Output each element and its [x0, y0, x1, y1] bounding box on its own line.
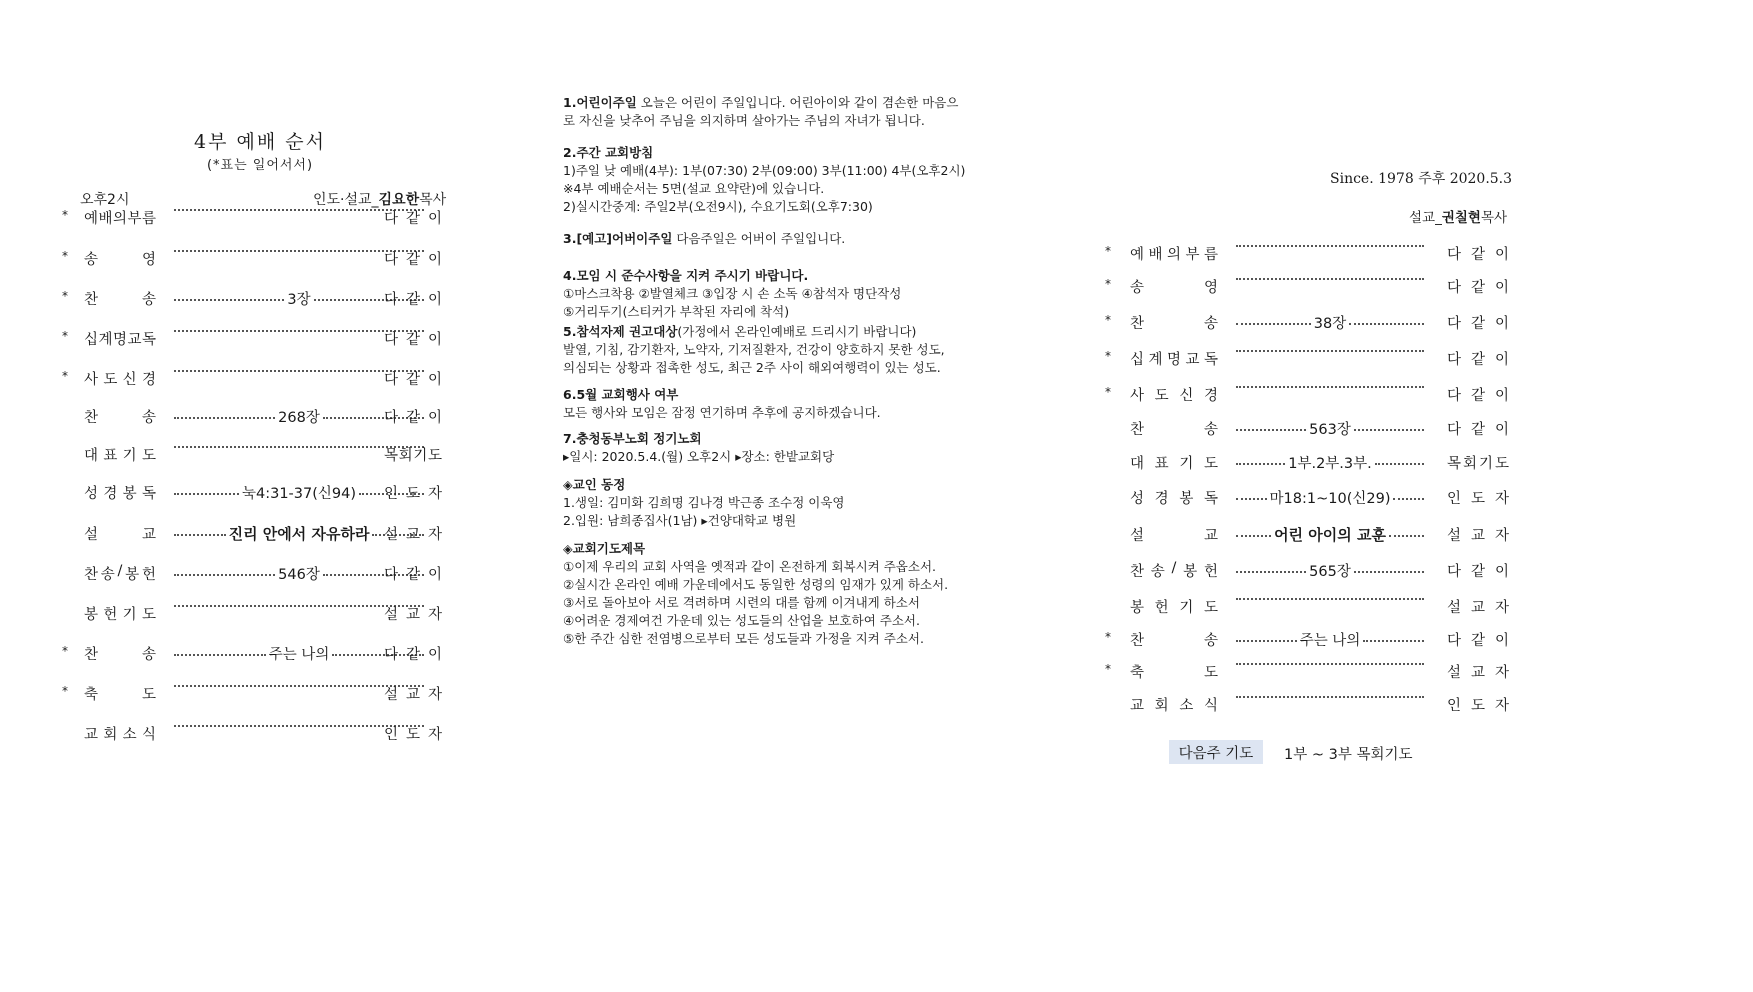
announcement-line [563, 630, 1003, 648]
announcement-text: 발열, 기침, 감기환자, 노약자, 기저질환자, 건강이 양호하지 못한 성도, [563, 342, 945, 357]
announcement-heading: 2.주간 교회방침 [563, 145, 654, 160]
dot-leader [1236, 350, 1424, 352]
dot-leader [1236, 696, 1424, 698]
order-item-name: 봉 헌 기 도 [84, 607, 156, 623]
order-item-leader: 목 회 기 도 [1447, 456, 1509, 472]
officiant-prefix: 인도·설교_ [313, 192, 379, 208]
order-item-leader-line [1236, 418, 1424, 439]
announcement-line [563, 285, 1003, 303]
order-row [62, 288, 447, 308]
order-row [62, 406, 447, 426]
order-item-content: 3장 [287, 292, 311, 308]
announcement-line [563, 94, 1003, 112]
order-item-leader-line [1236, 452, 1424, 473]
order-item-leader-line [1236, 661, 1424, 665]
announcement-section [563, 476, 1003, 530]
announcement-line [563, 230, 1003, 248]
announcement-section [563, 94, 1003, 130]
order-item-name: 찬 송 [84, 292, 156, 308]
dot-leader [1354, 429, 1424, 431]
preacher-name: 권칠현 [1441, 210, 1481, 226]
order-item-content: 주는 나의 [268, 647, 330, 663]
stand-marker: * [62, 208, 68, 222]
announcement-heading: ◈교회기도제목 [563, 541, 646, 556]
announcement-text: ③서로 돌아보아 서로 격려하며 시련의 대를 함께 이겨내게 하소서 [563, 595, 920, 610]
dot-leader [1236, 278, 1424, 280]
stand-marker: * [62, 249, 68, 263]
stand-marker: * [1105, 385, 1111, 399]
order-item-leader: 설 교 자 [1447, 665, 1509, 681]
order-item-content: 1부.2부.3부. [1288, 456, 1372, 472]
order-item-content: 563장 [1309, 422, 1351, 438]
order-item-leader: 설 교 자 [1447, 600, 1509, 616]
announcement-line [563, 430, 1003, 448]
order-item-content: 565장 [1309, 564, 1351, 580]
order-item-leader: 다 같 이 [1447, 564, 1509, 580]
announcement-line [563, 303, 1003, 321]
dot-leader [174, 574, 275, 576]
stand-marker: * [62, 289, 68, 303]
announcement-section [563, 144, 1003, 216]
announcement-text: ※4부 예배순서는 5면(설교 요약란)에 있습니다. [563, 181, 825, 196]
dot-leader [1236, 463, 1285, 465]
dot-leader [1349, 323, 1424, 325]
order-item-leader: 다 같 이 [384, 567, 442, 583]
dot-leader [1236, 535, 1271, 537]
announcement-line [563, 198, 1003, 216]
stand-marker: * [62, 369, 68, 383]
announcement-line [563, 494, 1003, 512]
dot-leader [1236, 640, 1297, 642]
officiant [313, 189, 446, 209]
announcement-line [563, 180, 1003, 198]
announcement-line [563, 112, 1003, 130]
order-item-leader-line [1236, 384, 1424, 388]
preacher-prefix: 설교_ [1409, 210, 1442, 226]
order-row [1105, 418, 1510, 438]
announcement-text: ①마스크착용 ②발열체크 ③입장 시 손 소독 ④참석자 명단작성 [563, 286, 902, 301]
stand-marker: * [1105, 313, 1111, 327]
announcement-heading: 5.참석자제 권고대상 [563, 324, 678, 339]
order-item-leader: 다 같 이 [384, 410, 442, 426]
order-item-leader: 설 교 자 [384, 687, 442, 703]
order-item-name: 성 경 봉 독 [84, 486, 156, 502]
order-item-name: 교 회 소 식 [1130, 698, 1218, 714]
order-item-name: 설 교 [84, 527, 156, 543]
announcement-text: ⑤거리두기(스티커가 부착된 자리에 착석) [563, 304, 790, 319]
order-row [1105, 452, 1510, 472]
order-row [62, 444, 447, 464]
order-row [1105, 694, 1510, 714]
order-item-leader: 다 같 이 [384, 252, 442, 268]
order-item-name: 십 계 명 교 독 [1130, 352, 1218, 368]
stand-marker: * [1105, 277, 1111, 291]
order-item-leader: 다 같 이 [1447, 316, 1509, 332]
order-item-name: 십 계 명 교 독 [84, 332, 156, 348]
order-item-leader-line [1236, 276, 1424, 280]
order-row [62, 207, 447, 227]
announcement-line [563, 144, 1003, 162]
officiant-suffix: 목사 [419, 192, 447, 208]
announcement-line [563, 594, 1003, 612]
dot-leader [1363, 640, 1424, 642]
order-item-leader-line [1236, 312, 1424, 333]
dot-leader [174, 299, 284, 301]
order-item-name: 예 배 의 부 름 [84, 211, 156, 227]
dot-leader [1375, 463, 1424, 465]
announcement-text: 오늘은 어린이 주일입니다. 어린아이와 같이 겸손한 마음으 [636, 95, 959, 110]
announcement-text: 2.입원: 남희종집사(1남) ▸건양대학교 병원 [563, 513, 797, 528]
order-item-content: 어린 아이의 교훈 [1274, 526, 1386, 544]
order-item-leader: 다 같 이 [384, 211, 442, 227]
order-item-leader-line [1236, 560, 1424, 581]
order-row [62, 248, 447, 268]
dot-leader [174, 417, 275, 419]
announcement-text: ④어려운 경제여건 가운데 있는 성도들의 산업을 보호하여 주소서. [563, 613, 920, 628]
order-item-leader: 인 도 자 [1447, 491, 1509, 507]
dot-leader [174, 493, 239, 495]
stand-marker: * [1105, 662, 1111, 676]
order-item-leader: 다 같 이 [1447, 388, 1509, 404]
announcement-text: ▸일시: 2020.5.4.(월) 오후2시 ▸장소: 한밭교회당 [563, 449, 835, 464]
announcement-line [563, 267, 1003, 285]
order-item-leader: 다 같 이 [1447, 352, 1509, 368]
order-item-name: 예 배 의 부 름 [1130, 247, 1218, 263]
announcement-heading: 4.모임 시 준수사항을 지켜 주시기 바랍니다. [563, 268, 809, 283]
dot-leader [174, 534, 226, 536]
preacher [1409, 206, 1507, 226]
announcement-text: ①이제 우리의 교회 사역을 옛적과 같이 온전하게 회복시켜 주옵소서. [563, 559, 936, 574]
order-item-name: 교 회 소 식 [84, 727, 156, 743]
stand-marker: * [1105, 244, 1111, 258]
announcement-heading: 1.어린이주일 [563, 95, 637, 110]
announcement-line [563, 558, 1003, 576]
dot-leader [1236, 598, 1424, 600]
announcement-section [563, 267, 1003, 321]
order-item-leader: 다 같 이 [384, 332, 442, 348]
order-row [1105, 629, 1510, 649]
order-row [62, 723, 447, 743]
order-item-leader-line [1236, 694, 1424, 698]
order-row [1105, 384, 1510, 404]
service-time: 오후2시 [80, 192, 130, 208]
announcement-line [563, 576, 1003, 594]
dot-leader [1236, 429, 1306, 431]
order-row [1105, 312, 1510, 332]
order-item-leader: 인 도 자 [384, 727, 442, 743]
order-row [1105, 524, 1510, 544]
announcement-text: 2)실시간중계: 주일2부(오전9시), 수요기도회(오후7:30) [563, 199, 873, 214]
dot-leader [1389, 535, 1424, 537]
announcement-section [563, 540, 1003, 648]
order-item-name: 성 경 봉 독 [1130, 491, 1218, 507]
stand-marker: * [62, 684, 68, 698]
order-row [62, 683, 447, 703]
order-row [1105, 348, 1510, 368]
announcement-text: ②실시간 온라인 예배 가운데에서도 동일한 성령의 임재가 있게 하소서. [563, 577, 949, 592]
order-item-leader-line [1236, 524, 1424, 545]
order-row [62, 368, 447, 388]
announcement-line [563, 612, 1003, 630]
dot-leader [1393, 498, 1424, 500]
order-item-leader: 인 도 자 [384, 486, 442, 502]
order-row [62, 643, 447, 663]
preacher-suffix: 목사 [1480, 210, 1508, 226]
order-item-leader: 다 같 이 [1447, 280, 1509, 296]
announcement-line [563, 162, 1003, 180]
order-item-name: 찬 송 / 봉 헌 [84, 563, 156, 583]
announcement-heading: 6.5월 교회행사 여부 [563, 387, 679, 402]
announcement-line [563, 512, 1003, 530]
order-row [1105, 661, 1510, 681]
announcement-line [563, 323, 1003, 341]
announcement-text: 의심되는 상황과 접촉한 성도, 최근 2주 사이 해외여행력이 있는 성도. [563, 360, 941, 375]
order-item-name: 설 교 [1130, 528, 1218, 544]
order-item-name: 사 도 신 경 [84, 372, 156, 388]
dot-leader [1236, 323, 1311, 325]
order-item-leader: 설 교 자 [384, 607, 442, 623]
order-row [62, 482, 447, 502]
dot-leader [1236, 571, 1306, 573]
announcement-line [563, 540, 1003, 558]
announcement-text: (가정에서 온라인예배로 드리시기 바랍니다) [677, 324, 917, 339]
order-item-leader-line [1236, 243, 1424, 247]
dot-leader [1236, 498, 1267, 500]
announcement-line [563, 404, 1003, 422]
announcement-section [563, 386, 1003, 422]
order-row [1105, 487, 1510, 507]
order-item-name: 찬 송 / 봉 헌 [1130, 560, 1218, 580]
order-item-name: 송 영 [1130, 280, 1218, 296]
stand-marker: * [1105, 349, 1111, 363]
order-item-leader: 목 회 기 도 [384, 448, 442, 464]
announcement-text: ⑤한 주간 심한 전염병으로부터 모든 성도들과 가정을 지켜 주소서. [563, 631, 924, 646]
announcement-text: 모든 행사와 모임은 잠정 연기하며 추후에 공지하겠습니다. [563, 405, 881, 420]
stand-marker: * [62, 329, 68, 343]
announcement-line [563, 386, 1003, 404]
order-row [1105, 243, 1510, 263]
order-item-leader: 설 교 자 [1447, 528, 1509, 544]
announcement-heading: ◈교인 동정 [563, 477, 626, 492]
dot-leader [1354, 571, 1424, 573]
order-item-leader-line [1236, 348, 1424, 352]
order-item-leader: 다 같 이 [384, 372, 442, 388]
order-item-name: 축 도 [84, 687, 156, 703]
stand-marker: * [1105, 630, 1111, 644]
order-item-leader: 다 같 이 [384, 647, 442, 663]
order-item-name: 사 도 신 경 [1130, 388, 1218, 404]
announcement-line [563, 476, 1003, 494]
order-item-leader: 다 같 이 [384, 292, 442, 308]
dot-leader [1236, 245, 1424, 247]
announcement-heading: 7.충청동부노회 정기노회 [563, 431, 702, 446]
dot-leader [1236, 663, 1424, 665]
next-week-prayer-label: 다음주 기도 [1169, 740, 1263, 764]
order-item-leader-line [1236, 487, 1424, 508]
announcement-text: 로 자신을 낮추어 주님을 의지하며 살아가는 주님의 자녀가 됩니다. [563, 113, 925, 128]
order-item-content: 눅4:31-37(신94) [241, 486, 357, 502]
order-item-name: 찬 송 [1130, 316, 1218, 332]
order-item-name: 찬 송 [84, 410, 156, 426]
order-item-content: 마18:1~10(신29) [1269, 491, 1391, 507]
order-item-leader: 다 같 이 [1447, 247, 1509, 263]
announcement-section [563, 430, 1003, 466]
order-item-content: 268장 [278, 410, 320, 426]
announcement-section [563, 323, 1003, 377]
order-subtitle: (*표는 일어서서) [206, 158, 314, 173]
announcement-line [563, 359, 1003, 377]
since-date: Since. 1978 주후 2020.5.3 [1330, 171, 1513, 187]
order-row [1105, 560, 1510, 580]
order-item-leader: 설 교 자 [384, 527, 442, 543]
order-item-name: 송 영 [84, 252, 156, 268]
order-item-name: 봉 헌 기 도 [1130, 600, 1218, 616]
order-item-content: 546장 [278, 567, 320, 583]
order-row [1105, 596, 1510, 616]
order-item-name: 찬 송 [1130, 422, 1218, 438]
order-item-leader: 인 도 자 [1447, 698, 1509, 714]
order-item-content: 38장 [1313, 316, 1347, 332]
announcement-heading: 3.[예고]어버이주일 [563, 231, 673, 246]
announcement-text: 1.생일: 김미화 김희명 김나경 박근종 조수정 이욱영 [563, 495, 845, 510]
announcement-line [563, 341, 1003, 359]
dot-leader [1236, 386, 1424, 388]
order-item-name: 찬 송 [84, 647, 156, 663]
order-item-content: 주는 나의 [1299, 633, 1361, 649]
order-item-leader: 다 같 이 [1447, 633, 1509, 649]
order-row [62, 603, 447, 623]
dot-leader [174, 654, 266, 656]
order-item-name: 축 도 [1130, 665, 1218, 681]
order-title: 4부 예배 순서 [194, 131, 326, 153]
announcement-text: 다음주일은 어버이 주일입니다. [672, 231, 846, 246]
announcement-section [563, 230, 1003, 248]
order-item-name: 찬 송 [1130, 633, 1218, 649]
announcement-line [563, 448, 1003, 466]
next-week-prayer-value: 1부 ~ 3부 목회기도 [1284, 747, 1413, 763]
order-item-name: 대 표 기 도 [84, 448, 156, 464]
order-row [62, 328, 447, 348]
officiant-name: 김요한 [378, 192, 420, 208]
stand-marker: * [62, 644, 68, 658]
order-item-name: 대 표 기 도 [1130, 456, 1218, 472]
order-item-leader-line [1236, 596, 1424, 600]
order-row [1105, 276, 1510, 296]
announcement-text: 1)주일 낮 예배(4부): 1부(07:30) 2부(09:00) 3부(11:00) 4부(오후2시) [563, 163, 966, 178]
order-item-leader-line [1236, 629, 1424, 650]
order-row [62, 523, 447, 543]
order-item-content: 진리 안에서 자유하라 [228, 525, 370, 543]
order-row [62, 563, 447, 583]
order-item-leader: 다 같 이 [1447, 422, 1509, 438]
